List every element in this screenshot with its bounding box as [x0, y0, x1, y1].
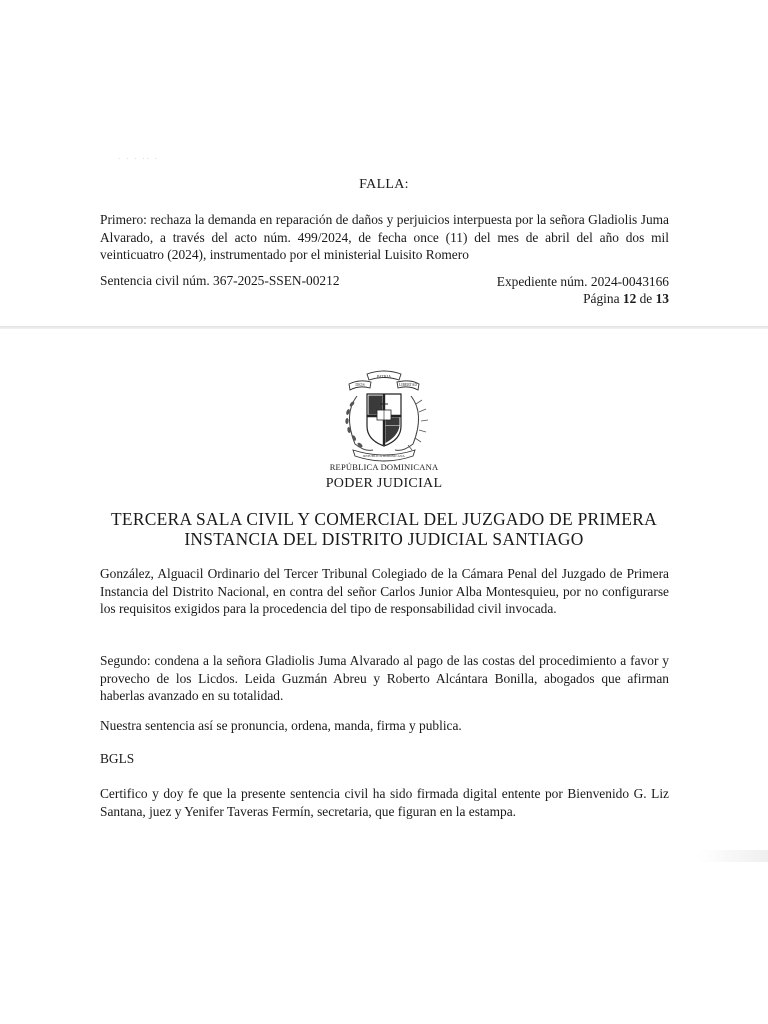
footer-expediente-number: Expediente núm. 2024-0043166 — [496, 274, 669, 289]
court-title-line-2: INSTANCIA DEL DISTRITO JUDICIAL SANTIAGO — [184, 529, 584, 549]
page-total: 13 — [655, 291, 669, 306]
emblem-banner-patria: PATRIA — [376, 374, 392, 379]
paragraph-primero: Primero: rechaza la demanda en reparación de daños y perjuicios interpuesta por la señora Gladiolis Juma Alvarado, a través del acto núm. 499/2024, de fecha once (11) del mes de abril del año dos mil veinticuatro (2024), instrumentado por el ministerial Luisito Romero — [100, 212, 669, 262]
faint-scan-marks: · · · ·· · — [118, 155, 159, 163]
page-break-divider — [0, 326, 768, 329]
footer-page-number — [497, 290, 669, 307]
poder-judicial-label: PODER JUDICIAL — [325, 476, 443, 491]
court-title — [90, 509, 678, 549]
falla-heading: FALLA: — [359, 177, 409, 192]
paragraph-segundo: Segundo: condena a la señora Gladiolis Juma Alvarado al pago de las costas del procedimiento a favor y provecho de los Licdos. Leida Guzmán Abreu y Roberto Alcántara Bonilla, abogados que afirman haberlas avanzado en su totalidad. — [100, 653, 669, 703]
court-title-line-1: TERCERA SALA CIVIL Y COMERCIAL DEL JUZGADO DE PRIMERA — [111, 509, 657, 529]
page-label: Página — [583, 291, 623, 306]
page-separator: de — [636, 291, 656, 306]
emblem-banner-libertad: LIBERTAD — [398, 383, 418, 387]
paragraph-continuation: González, Alguacil Ordinario del Tercer Tribunal Colegiado de la Cámara Penal del Juzgado de Primera Instancia del Distrito Nacional, en contra del señor Carlos Junior Alba Montesquieu, por no configurarse los requisitos exigidos para la procedencia del tipo de responsabilidad civil invocada. — [100, 566, 669, 616]
emblem-bottom-ribbon-text: REPÚBLICA DOMINICANA — [363, 454, 405, 458]
coat-of-arms-emblem — [327, 366, 441, 466]
page-current: 12 — [622, 291, 637, 306]
emblem-banner-dios: DIOS — [355, 382, 365, 387]
previous-page-bottom — [0, 0, 768, 326]
footer-right-block — [497, 273, 669, 307]
republica-dominicana-label: REPÚBLICA DOMINICANA — [329, 462, 439, 472]
initials: BGLS — [100, 751, 135, 766]
paragraph-pronuncia: Nuestra sentencia así se pronuncia, ordena, manda, firma y publica. — [100, 718, 462, 733]
footer-sentencia-number: Sentencia civil núm. 367-2025-SSEN-00212 — [100, 273, 340, 288]
scan-edge-shadow — [698, 850, 768, 862]
paragraph-certifico: Certifico y doy fe que la presente sentencia civil ha sido firmada digital entente por Bienvenido G. Liz Santana, juez y Yenifer Taveras Fermín, secretaria, que figuran en la estampa. — [100, 786, 669, 819]
